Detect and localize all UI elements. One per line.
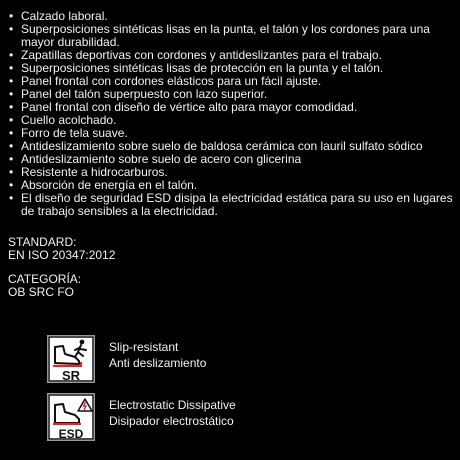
cert-subtitle: Anti deslizamiento xyxy=(109,356,207,370)
feature-item: • Superposiciones sintéticas lisas de protección en la punta y el talón. xyxy=(9,61,384,75)
feature-item: • Antideslizamiento sobre suelo de acero con glicerina xyxy=(9,152,302,166)
feature-item: • Superposiciones sintéticas lisas en la punta, el talón y los cordones para una mayor durabilidad. xyxy=(9,22,430,49)
cert-subtitle: Disipador electrostático xyxy=(109,414,234,428)
cert-slip-resistant xyxy=(47,335,447,383)
feature-item: • Antideslizamiento sobre suelo de baldosa cerámica con lauril sulfato sódico xyxy=(9,139,423,153)
category-block xyxy=(8,273,81,299)
category-label: CATEGORÍA: xyxy=(8,272,82,286)
feature-item: • Forro de tela suave. xyxy=(9,126,128,140)
esd-code: ESD xyxy=(58,427,84,441)
slip-resistant-icon xyxy=(47,335,95,383)
category-value: OB SRC FO xyxy=(8,285,75,299)
feature-item: • Zapatillas deportivas con cordones y antideslizantes para el trabajo. xyxy=(9,48,382,62)
standard-block xyxy=(8,236,115,262)
feature-list xyxy=(8,10,456,218)
cert-esd xyxy=(47,393,447,441)
feature-item: • Panel frontal con diseño de vértice alto para mayor comodidad. xyxy=(9,100,358,114)
sr-code: SR xyxy=(61,368,81,383)
standard-value: EN ISO 20347:2012 xyxy=(8,248,116,262)
cert-title: Electrostatic Dissipative xyxy=(109,398,236,412)
feature-item: • Calzado laboral. xyxy=(9,9,108,23)
feature-item: • Cuello acolchado. xyxy=(9,113,117,127)
feature-item: • Panel del talón superpuesto con lazo superior. xyxy=(9,87,268,101)
feature-item: • Absorción de energía en el talón. xyxy=(9,178,198,192)
feature-item: • Resistente a hidrocarburos. xyxy=(9,165,168,179)
feature-item: • Panel frontal con cordones elásticos para un fácil ajuste. xyxy=(9,74,322,88)
standard-label: STANDARD: xyxy=(8,235,77,249)
esd-icon xyxy=(47,393,95,441)
cert-title: Slip-resistant xyxy=(109,340,179,354)
feature-item: • El diseño de seguridad ESD disipa la electricidad estática para su uso en lugares de trabajo sensibles a la electricidad. xyxy=(9,191,453,218)
